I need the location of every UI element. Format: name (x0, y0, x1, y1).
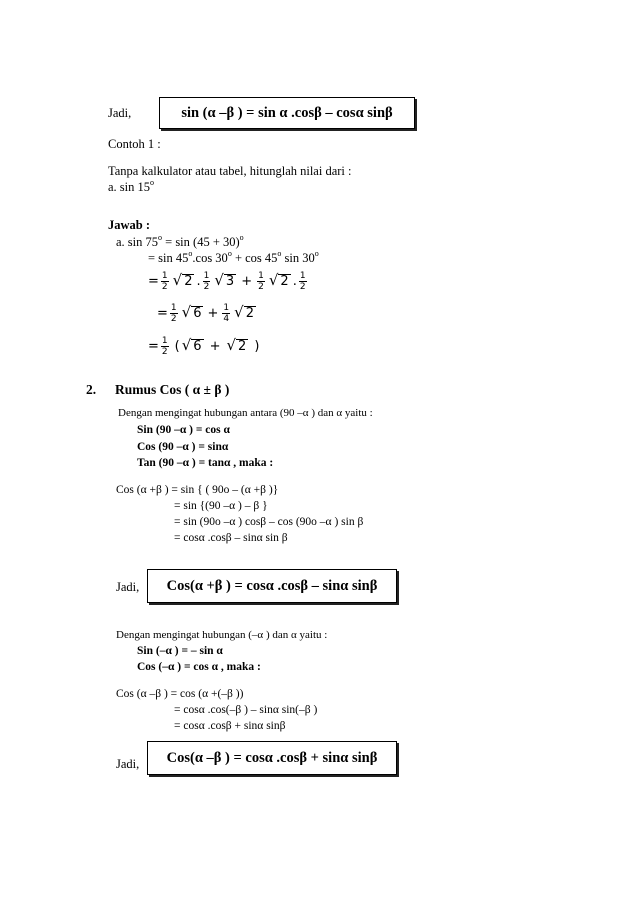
formula-box-sin-difference: sin (α –β ) = sin α .cosβ – cosα sinβ (159, 97, 415, 129)
identity-5: Cos (–α ) = cos α , maka : (137, 661, 261, 673)
derivation-1-line-4: = cosα .cosβ – sinα sin β (174, 532, 288, 544)
derivation-2-line-2: = cosα .cos(–β ) – sinα sin(–β ) (174, 704, 318, 716)
example-instruction: Tanpa kalkulator atau tabel, hitunglah nilai dari : (108, 164, 352, 178)
solution-line-2: = sin 45$^o$.cos $30^o + \cos 45^o$ sin 30$^o$ (148, 249, 319, 265)
example-item-a: a. sin 15$^o$ (108, 178, 155, 194)
formula-box-cos-sum: Cos(α +β ) = cosα .cosβ – sinα sinβ (147, 569, 397, 603)
derivation-1-line-1: Cos (α +β ) = sin { ( 90o – (α +β )} (116, 484, 279, 496)
derivation-1-line-3: = sin (90o –α ) cosβ – cos (90o –α ) sin β (174, 516, 364, 528)
intro-text-1: Dengan mengingat hubungan antara (90 –α ) dan α yaitu : (118, 407, 373, 419)
section-heading: Rumus Cos ( α ± β ) (115, 382, 230, 397)
solution-line-3: = $\frac{1}{2}$ √ 2 . $\frac{1}{2}$ √ 3 + $\frac{1}{2}$ √ 2 . $\frac{1}{2}$ (148, 270, 306, 292)
identity-1: Sin (90 –α ) = cos α (137, 424, 230, 436)
identity-2: Cos (90 –α ) = sinα (137, 441, 229, 453)
jadi-label-3: Jadi, (116, 757, 140, 771)
example-label: Contoh 1 : (108, 137, 161, 151)
derivation-2-line-3: = cosα .cosβ + sinα sinβ (174, 720, 286, 732)
solution-line-4: = $\frac{1}{2}$ √ 6 + $\frac{1}{4}$ √ 2 (157, 302, 254, 324)
section-number: 2. (86, 382, 97, 397)
derivation-2-line-1: Cos (α –β ) = cos (α +(–β )) (116, 688, 244, 700)
jadi-label-2: Jadi, (116, 580, 140, 594)
identity-4: Sin (–α ) = – sin α (137, 645, 223, 657)
answer-label: Jawab : (108, 218, 151, 232)
formula-box-cos-difference: Cos(α –β ) = cosα .cosβ + sinα sinβ (147, 741, 397, 775)
derivation-1-line-2: = sin {(90 –α ) – β } (174, 500, 268, 512)
identity-3: Tan (90 –α ) = tanα , maka : (137, 457, 274, 469)
intro-text-2: Dengan mengingat hubungan (–α ) dan α yaitu : (116, 629, 328, 641)
jadi-label: Jadi, (108, 106, 132, 120)
solution-line-1: a. $\sin 75^o = \sin (45 + 30)^o$ (116, 233, 244, 249)
solution-line-5: = $\frac{1}{2}$ ( √ 6 + √ 2 ) (148, 335, 260, 357)
